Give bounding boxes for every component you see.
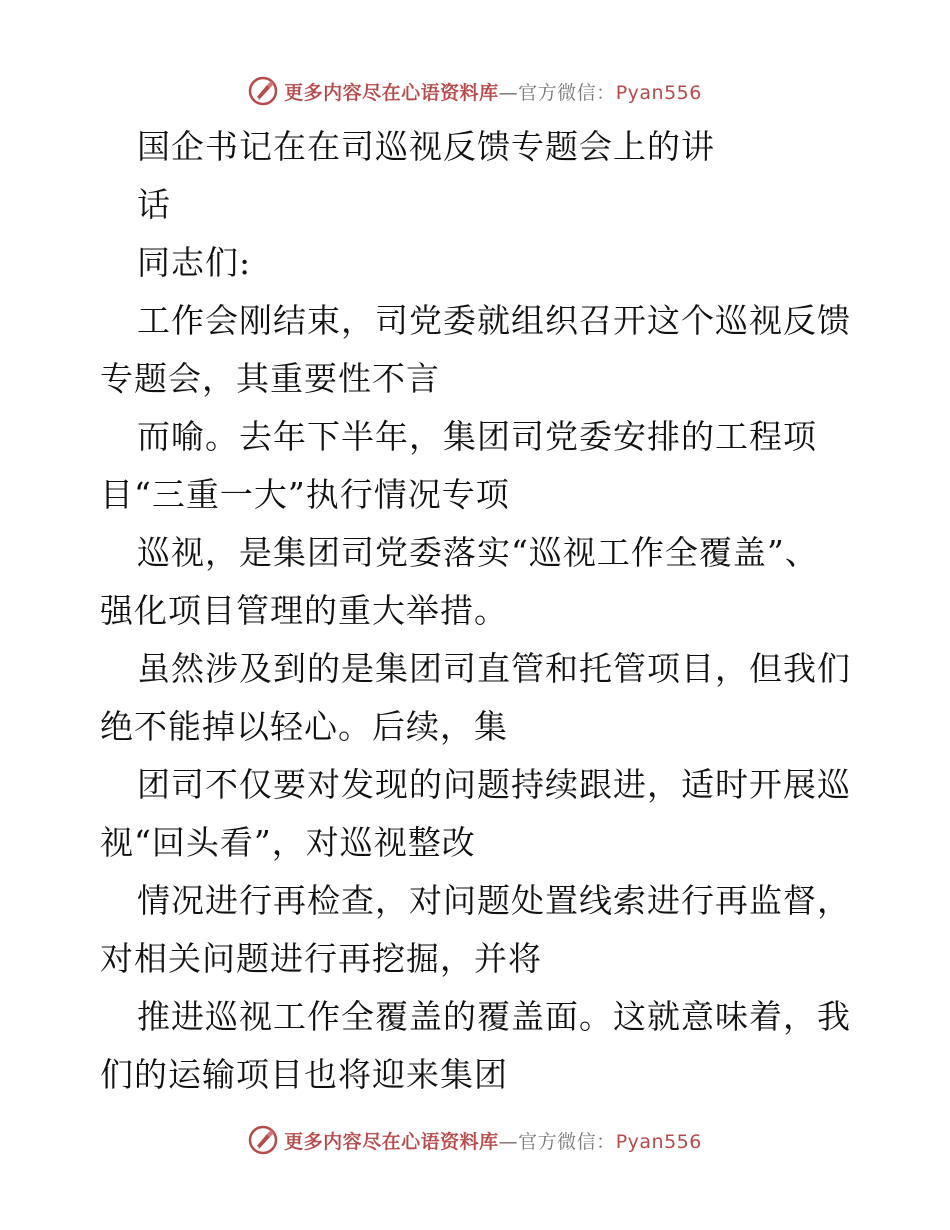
paragraph-line: 巡视，是集团司党委落实“巡视工作全覆盖”、 <box>137 533 819 572</box>
paragraph-line: 对相关问题进行再挖掘，并将 <box>100 939 542 978</box>
paragraph-line: 推进巡视工作全覆盖的覆盖面。这就意味着，我 <box>137 997 851 1036</box>
paragraph-line: 们的运输项目也将迎来集团 <box>100 1055 508 1094</box>
paragraph-line: 视“回头看”，对巡视整改 <box>100 823 476 862</box>
paragraph-line: 而喻。去年下半年，集团司党委安排的工程项 <box>137 417 817 456</box>
paragraph-line: 工作会刚结束，司党委就组织召开这个巡视反馈 <box>137 301 851 340</box>
header-watermark <box>0 71 950 111</box>
document-title-line-1: 国企书记在在司巡视反馈专题会上的讲 <box>137 127 715 166</box>
fountain-pen-logo-icon <box>248 76 278 106</box>
paragraph-line: 强化项目管理的重大举措。 <box>100 591 508 630</box>
paragraph-line: 虽然涉及到的是集团司直管和托管项目，但我们 <box>137 649 851 688</box>
paragraph-line: 团司不仅要对发现的问题持续跟进，适时开展巡 <box>137 765 851 804</box>
document-body <box>100 118 860 1104</box>
paragraph-line: 目“三重一大”执行情况专项 <box>100 475 510 514</box>
fountain-pen-logo-icon <box>248 1125 278 1155</box>
watermark-text: 更多内容尽在心语资料库—官方微信：Pyan556 <box>284 81 702 104</box>
document-title-line-2: 话 <box>137 185 171 224</box>
paragraph-line: 情况进行再检查，对问题处置线索进行再监督， <box>137 881 851 920</box>
footer-watermark <box>0 1120 950 1160</box>
salutation: 同志们: <box>137 243 252 282</box>
paragraph-line: 绝不能掉以轻心。后续，集 <box>100 707 508 746</box>
paragraph-line: 专题会，其重要性不言 <box>100 359 440 398</box>
watermark-text: 更多内容尽在心语资料库—官方微信：Pyan556 <box>284 1130 702 1153</box>
